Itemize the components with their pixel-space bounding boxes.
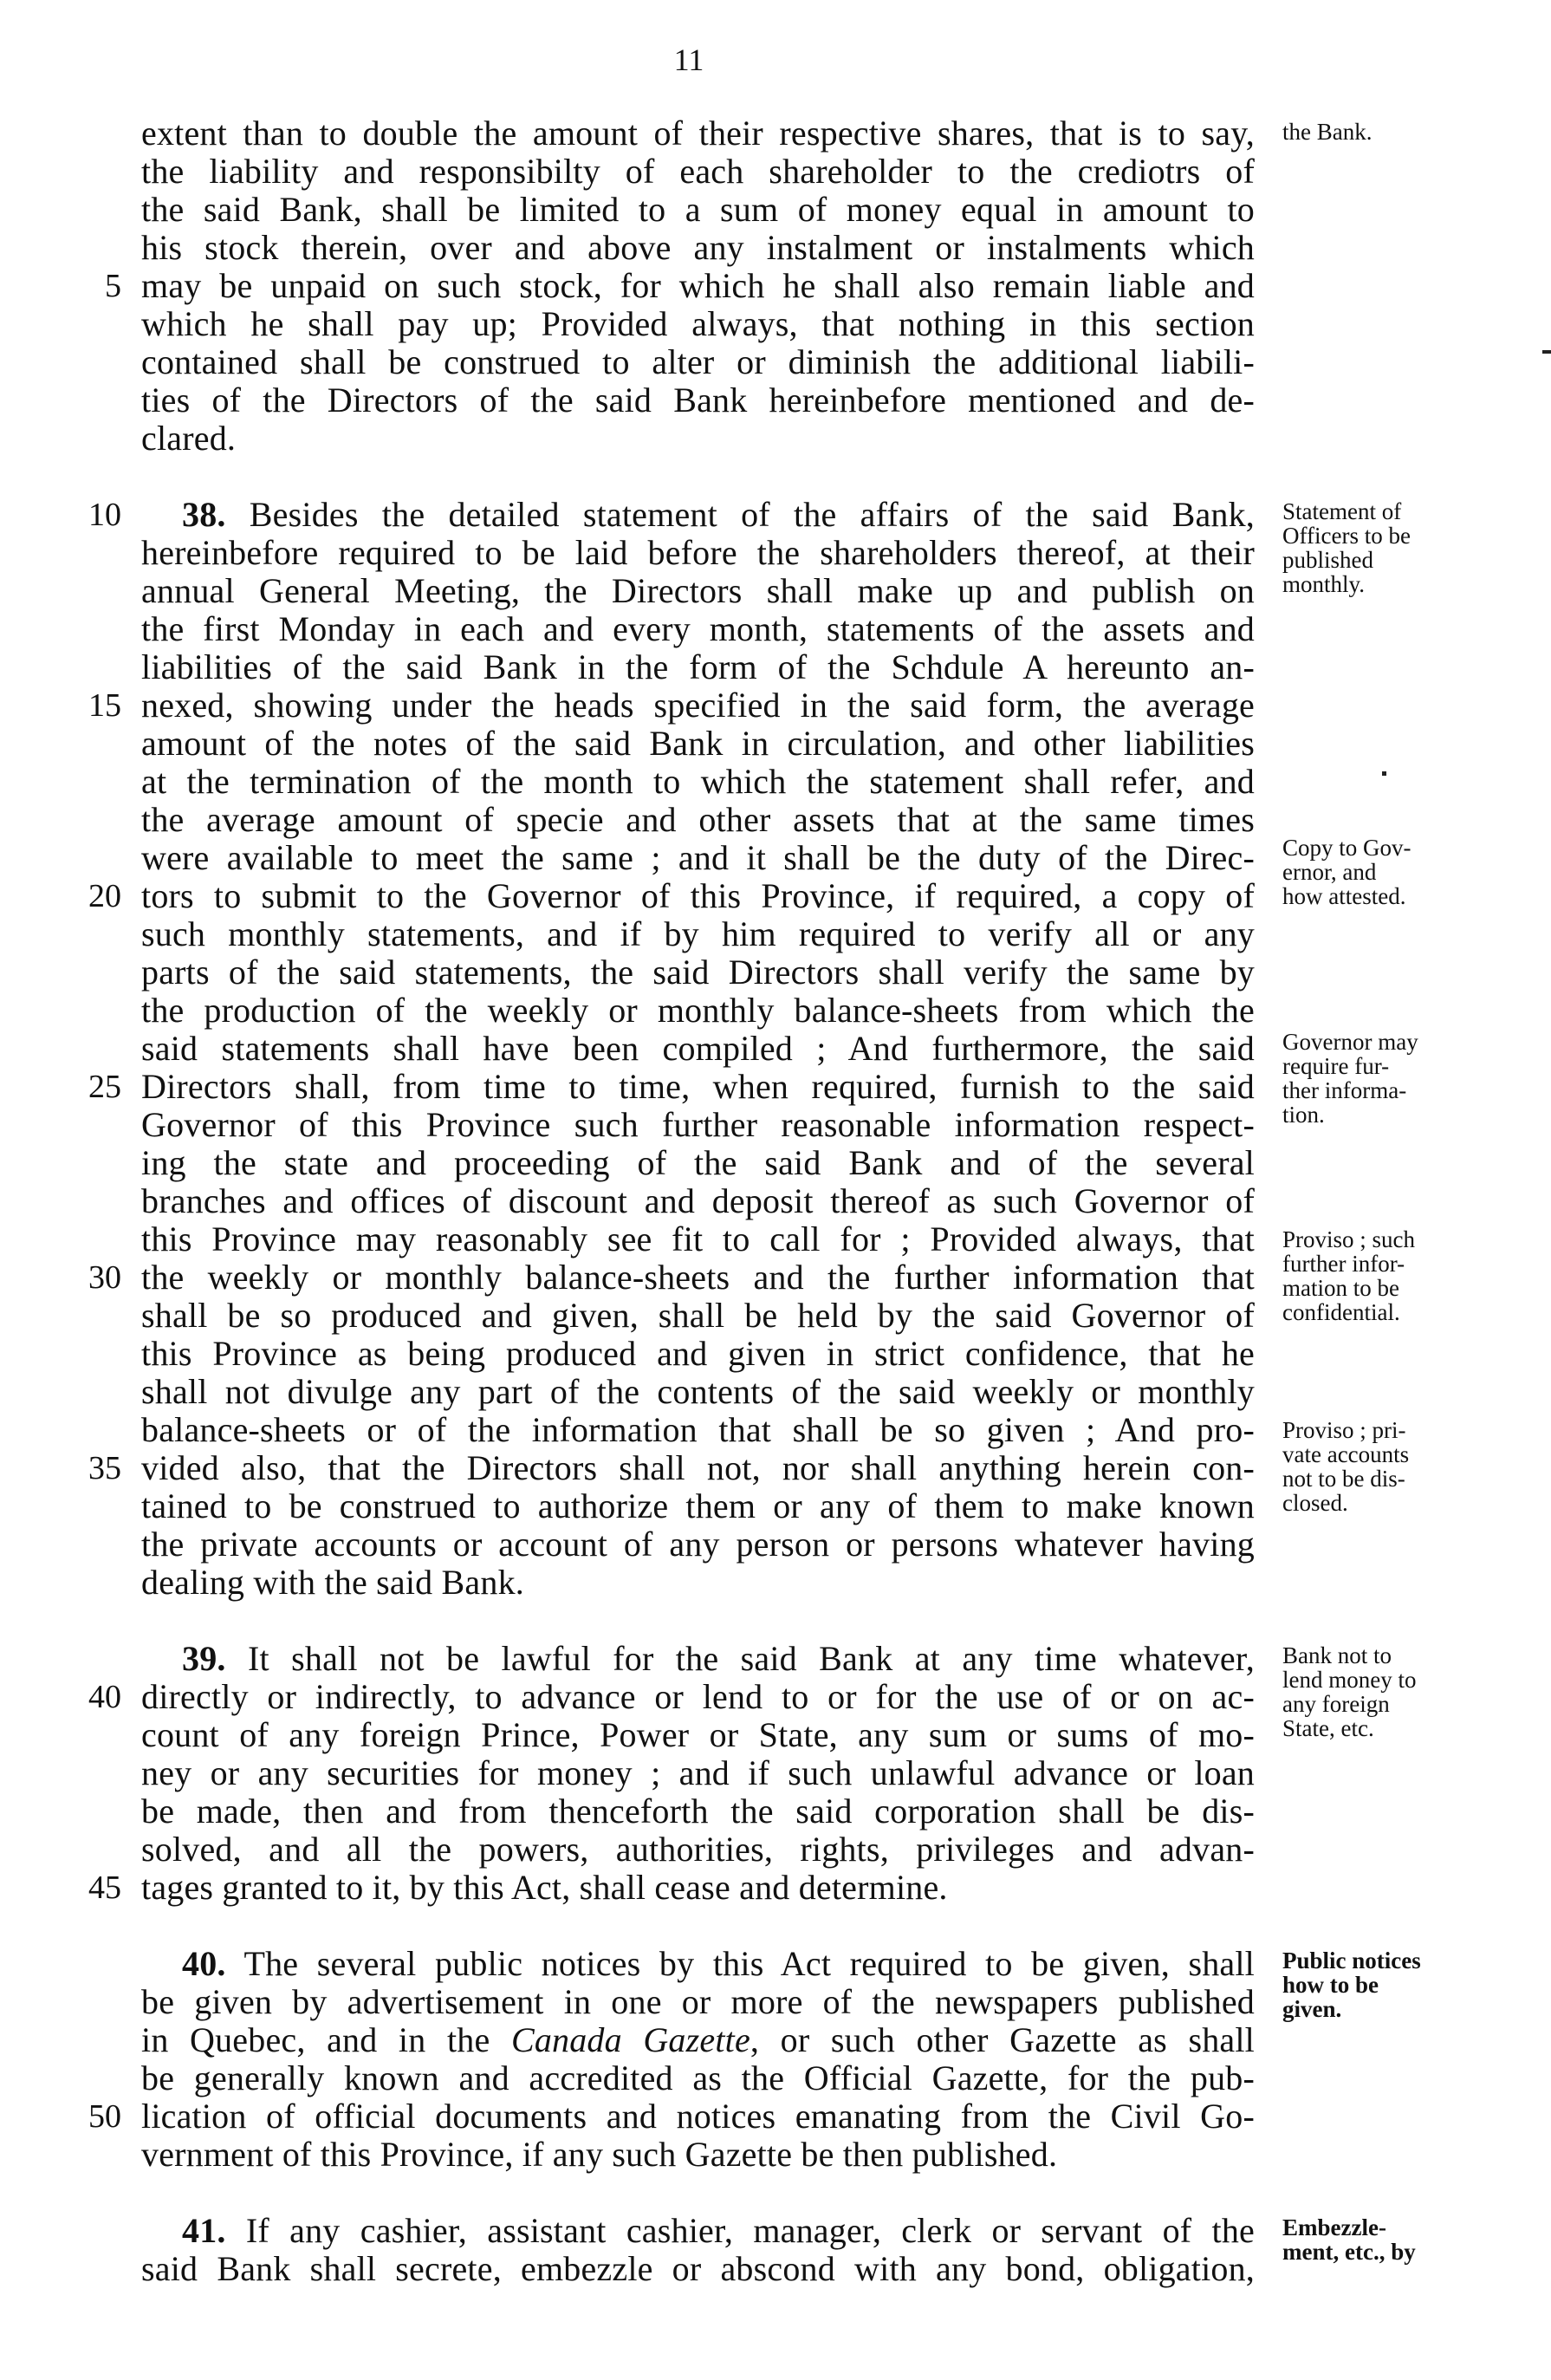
text-line: the liability and responsibilty of each shareholder to the crediotrs of <box>141 152 1255 191</box>
text-line: ing the state and proceeding of the said Bank and of the several <box>141 1143 1255 1182</box>
line-number-25: 25 <box>88 1069 121 1105</box>
text-line: Directors shall, from time to time, when required, furnish to the said <box>141 1067 1255 1106</box>
text-line: at the termination of the month to which the statement shall refer, and <box>141 762 1255 801</box>
line-number-45: 45 <box>88 1870 121 1906</box>
margin-note: Governor may require fur- ther informa- tion. <box>1282 1029 1418 1128</box>
text-line: solved, and all the powers, authorities, rights, privileges and advan- <box>141 1830 1255 1869</box>
text-line: contained shall be construed to alter or diminish the additional liabili- <box>141 342 1255 381</box>
margin-note: the Bank. <box>1282 119 1373 145</box>
line-number-35: 35 <box>88 1450 121 1486</box>
text-line: were available to meet the same ; and it shall be the duty of the Direc- <box>141 838 1255 877</box>
text-line <box>182 1640 1255 1678</box>
text-line: the production of the weekly or monthly balance-sheets from which the <box>141 991 1255 1030</box>
line-number-15: 15 <box>88 687 121 724</box>
text-line: ney or any securities for money ; and if such unlawful advance or loan <box>141 1753 1255 1792</box>
section-first-line: The several public notices by this Act required to be given, shall <box>243 1944 1255 1983</box>
margin-note: Bank not to lend money to any foreign State, etc. <box>1282 1642 1417 1741</box>
text-line: liabilities of the said Bank in the form of the Schdule A hereunto an- <box>141 647 1255 686</box>
text-line: said Bank shall secrete, embezzle or abscond with any bond, obligation, <box>141 2249 1255 2288</box>
text-line: such monthly statements, and if by him required to verify all or any <box>141 914 1255 953</box>
text-line: be made, then and from thenceforth the said corporation shall be dis- <box>141 1792 1255 1831</box>
section-first-line: It shall not be lawful for the said Bank at any time whatever, <box>247 1639 1256 1678</box>
text-line: branches and offices of discount and deposit thereof as such Governor of <box>141 1181 1255 1220</box>
text-line: tages granted to it, by this Act, shall cease and determine. <box>141 1868 948 1907</box>
text-line: hereinbefore required to be laid before the shareholders thereof, at their <box>141 533 1255 572</box>
text-line: this Province may reasonably see fit to call for ; Provided always, that <box>141 1219 1255 1258</box>
text-line: clared. <box>141 419 237 458</box>
text-line: shall not divulge any part of the contents of the said weekly or monthly <box>141 1372 1255 1411</box>
text-line: the private accounts or account of any person or persons whatever having <box>141 1525 1255 1564</box>
text-line: be given by advertisement in one or more of the newspapers published <box>141 1982 1255 2021</box>
section-first-line: If any cashier, assistant cashier, manager, clerk or servant of the <box>245 2211 1255 2250</box>
text-line: annual General Meeting, the Directors shall make up and publish on <box>141 571 1255 610</box>
text-line: ties of the Directors of the said Bank hereinbefore mentioned and de- <box>141 380 1255 419</box>
text-line: this Province as being produced and given in strict confidence, that he <box>141 1334 1255 1373</box>
text-line: which he shall pay up; Provided always, that nothing in this section <box>141 304 1255 343</box>
section-number: 38. <box>182 495 226 534</box>
gazette-name: Canada Gazette <box>510 2020 750 2059</box>
section-number: 40. <box>182 1944 226 1983</box>
line-number-40: 40 <box>88 1679 121 1715</box>
text-line: vided also, that the Directors shall not, nor shall anything herein con- <box>141 1448 1255 1487</box>
line-number-50: 50 <box>88 2098 121 2135</box>
text-line: nexed, showing under the heads specified in the said form, the average <box>141 686 1255 725</box>
section-first-line: Besides the detailed statement of the affairs of the said Bank, <box>249 495 1256 534</box>
print-mark <box>1382 771 1386 776</box>
margin-note: Statement of Officers to be published monthly. <box>1282 498 1411 597</box>
text-line: balance-sheets or of the information that shall be so given ; And pro- <box>141 1410 1255 1449</box>
text-segment: in Quebec, and in the <box>141 2020 511 2059</box>
text-segment: , or such other Gazette as shall <box>750 2020 1255 2059</box>
text-line: shall be so produced and given, shall be held by the said Governor of <box>141 1296 1255 1335</box>
margin-note: Copy to Gov- ernor, and how attested. <box>1282 835 1411 909</box>
text-line: said statements shall have been compiled ; And furthermore, the said <box>141 1029 1255 1068</box>
text-line: parts of the said statements, the said Directors shall verify the same by <box>141 953 1255 992</box>
line-number-30: 30 <box>88 1259 121 1296</box>
text-line: dealing with the said Bank. <box>141 1563 524 1602</box>
text-line: count of any foreign Prince, Power or State, any sum or sums of mo- <box>141 1715 1255 1754</box>
text-line: tors to submit to the Governor of this Province, if required, a copy of <box>141 876 1255 915</box>
margin-note: Public notices how to be given. <box>1282 1948 1421 2022</box>
text-line: the weekly or monthly balance-sheets and the further information that <box>141 1258 1255 1297</box>
margin-note: Proviso ; such further infor- mation to be confidential. <box>1282 1226 1416 1325</box>
text-line: the said Bank, shall be limited to a sum of money equal in amount to <box>141 190 1255 229</box>
text-line: the average amount of specie and other assets that at the same times <box>141 800 1255 839</box>
text-line: directly or indirectly, to advance or lend to or for the use of or on ac- <box>141 1677 1255 1716</box>
text-line: his stock therein, over and above any instalment or instalments which <box>141 228 1255 267</box>
section-number: 41. <box>182 2211 226 2250</box>
text-line: Governor of this Province such further reasonable information respect- <box>141 1105 1255 1144</box>
print-mark <box>1542 350 1551 354</box>
text-line: vernment of this Province, if any such Gazette be then published. <box>141 2135 1058 2174</box>
line-number-5: 5 <box>105 268 121 304</box>
text-line <box>182 496 1255 534</box>
text-line: amount of the notes of the said Bank in circulation, and other liabilities <box>141 724 1255 763</box>
text-line <box>141 2021 1255 2059</box>
text-line: the first Monday in each and every month, statements of the assets and <box>141 609 1255 648</box>
line-number-20: 20 <box>88 878 121 914</box>
text-line: lication of official documents and notices emanating from the Civil Go- <box>141 2097 1255 2136</box>
section-number: 39. <box>182 1639 226 1678</box>
margin-note: Embezzle- ment, etc., by <box>1282 2214 1416 2265</box>
page-number: 11 <box>673 42 704 77</box>
margin-note: Proviso ; pri- vate accounts not to be dis- closed. <box>1282 1417 1410 1516</box>
text-line <box>182 1945 1255 1983</box>
text-line: be generally known and accredited as the Official Gazette, for the pub- <box>141 2058 1255 2097</box>
line-number-10: 10 <box>88 497 121 533</box>
text-line: tained to be construed to authorize them or any of them to make known <box>141 1486 1255 1525</box>
text-line: extent than to double the amount of their respective shares, that is to say, <box>141 114 1255 153</box>
text-line: may be unpaid on such stock, for which he shall also remain liable and <box>141 266 1255 305</box>
text-line <box>182 2212 1255 2250</box>
